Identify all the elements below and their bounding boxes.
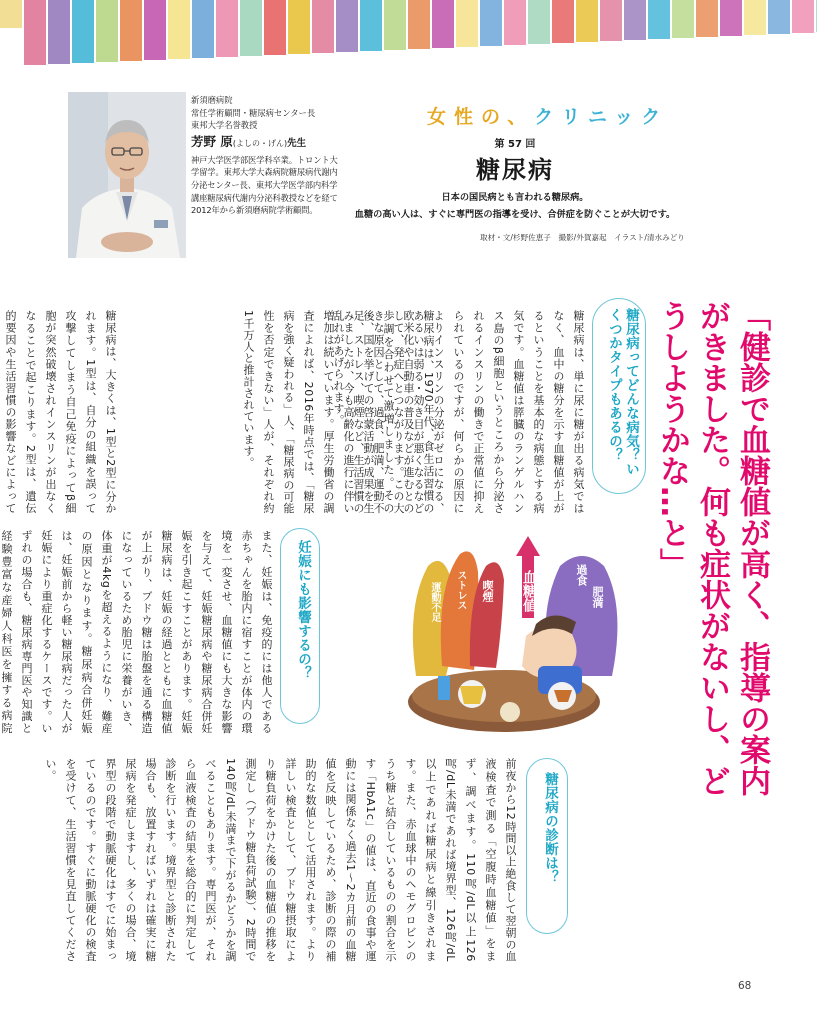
series-title-char: 女	[427, 106, 455, 128]
header-stripe	[768, 0, 790, 34]
catchphrase: 「健診で血糖値が高く、指導の案内がきました。何も症状がないし、どうしようかな…と」	[654, 300, 770, 796]
section1-body-a: 糖尿病は、単に尿に糖が出る病気ではなく、血中の糖分を示す血糖値が上がるということを基本的な病態とする病気です。血糖値は膵臓のランゲルハンス島のβ細胞というところから分泌されるインスリンの働きで正常値に抑えられているのですが、何らかの原因によりインスリンの分泌がゼロになる、あるいは弱る・効き目が悪くなるなどして、発症へとつながります。この大きな原因として、過食、肥満、運動不足、ストレス、喫煙など、生活習慣の乱れがあげられます。	[332, 310, 585, 514]
header-stripe	[24, 0, 46, 65]
section3-heading: 糖尿病の診断は？	[542, 772, 558, 884]
header-stripe	[672, 0, 694, 38]
header-stripe	[696, 0, 718, 37]
header-stripe	[552, 0, 574, 43]
illustration-label-smoking: 喫煙	[481, 580, 494, 602]
illustration-label-stress: ストレス	[455, 570, 466, 610]
header-stripe	[216, 0, 238, 57]
header-stripe	[384, 0, 406, 50]
series-title-char: ッ	[614, 106, 642, 128]
section1-heading: 糖尿病ってどんな病気？いくつかタイプもあるの？	[606, 308, 639, 476]
header-stripe	[432, 0, 454, 48]
header-stripe	[264, 0, 286, 55]
section3-body: 前夜から12時間以上絶食して翌朝の血液検査で測る「空腹時血糖値」をまず、調べます。110㎎/dL以上126㎎/dL未満であれば境界型、126㎎/dL以上であれば糖尿病と線引きされます。また、赤血球中のヘモグロビンのうち糖と結合しているものの割合を示す「HbA1c」の値は、直近の食事や運動には関係なく過去1〜2カ月前の血糖値を反映しているため、診断の際の補助的な数値として活用されます。より詳しい検査として、ブドウ糖摂取により糖負荷をかけた後の血糖値の推移を測定し（ブドウ糖負荷試験）、2時間で140㎎/dL未満まで下がるかどうかを調べることもあります。専門医が、それら血液検査の結果を総合的に判定して診断を行います。境界型と診断された場合も、放置すればいずれは確実に糖尿病を発症しますし、多くの場合、境界型の段階で動脈硬化はすでに始まっているのです。すぐに動脈硬化の検査を受けて、生活習慣を見直してください。	[44, 758, 517, 962]
header-stripe	[528, 0, 550, 44]
series-title-char: ク	[641, 106, 669, 128]
section1-body-c: 糖尿病は、大きくは、1型と2型に分かれます。1型は、自分の組織を誤って攻撃してしまう自己免疫によってβ細胞が突然破壊されインスリンが出なくなることで起こります。2型は、遺伝的要因や生活習慣の影響などによって	[4, 310, 117, 514]
illustration-label-exercise: 運動不足	[429, 582, 440, 622]
doctor-affiliation-2: 常任学術顧問・糖尿病センター長	[191, 107, 316, 118]
header-stripe-band	[0, 0, 817, 66]
section1-body-d	[636, 526, 676, 731]
header-stripe	[168, 0, 190, 59]
header-stripe	[792, 0, 814, 33]
series-title-char: 、	[507, 106, 535, 128]
section1-body-b: 糖尿病は、1970年代、食生活習慣の欧米化や自動車の普及などが進むとの歩調を合わせて激増しました。その後、国を挙げての啓蒙活動が成果を生みましたが、今も高齢化の進行に伴い増加は続いています。厚生労働省の調査によれば、2016年時点では、「糖尿病を強く疑われる」人、「糖尿病の可能性を否定できない」人が、それぞれ約1千万人と推計されています。	[242, 310, 435, 514]
series-title-char: 性	[454, 106, 482, 128]
header-stripe	[0, 0, 22, 28]
doctor-affiliation-3: 東邦大学名誉教授	[191, 120, 258, 131]
header-stripe	[600, 0, 622, 41]
header-stripe	[96, 0, 118, 62]
article-lead-2: 血糖の高い人は、すぐに専門医の指導を受け、合併症を防ぐことが大切です。	[354, 209, 676, 220]
header-stripe	[624, 0, 646, 40]
illustration-causes	[376, 526, 636, 740]
header-stripe	[648, 0, 670, 39]
series-title	[427, 102, 668, 129]
episode-number: 第 57 回	[494, 139, 536, 150]
header-stripe	[360, 0, 382, 51]
header-stripe	[120, 0, 142, 61]
series-title-char: ク	[534, 106, 562, 128]
illustration-arrow-label: 血糖値	[521, 570, 537, 612]
page-number: 68	[738, 980, 752, 992]
header-stripe	[720, 0, 742, 36]
header-stripe	[336, 0, 358, 52]
series-title-char: ニ	[587, 106, 615, 128]
doctor-name-reading: (よしの・げん)	[232, 138, 288, 148]
article-lead-1: 日本の国民病とも言われる糖尿病。	[441, 192, 589, 203]
series-title-char: リ	[561, 106, 588, 128]
doctor-affiliation-1: 新須磨病院	[191, 95, 233, 105]
doctor-honorific: 先生	[287, 137, 307, 149]
header-stripe	[312, 0, 334, 53]
header-stripe	[144, 0, 166, 60]
illustration-label-overeating: 過食	[575, 564, 588, 586]
article-title: 糖尿病	[476, 156, 554, 184]
header-stripe	[192, 0, 214, 58]
header-stripe	[504, 0, 526, 45]
header-stripe	[480, 0, 502, 46]
header-stripe	[744, 0, 766, 35]
header-stripe	[408, 0, 430, 49]
section2-body: また、妊娠は、免疫的には他人である赤ちゃんを胎内に宿すことが体内の環境を一変させ、血糖値にも大きな影響を与えて、妊娠糖尿病や糖尿病合併妊娠を引き起こすことがあります。妊娠糖尿病は、妊娠の経過とともに血糖値が上がり、ブドウ糖は胎盤を通る構造になっているため胎児に栄養がいき、体重が4kgを超えるようになり、難産の原因となります。糖尿病合併妊娠は、妊娠前から軽い糖尿病だった人が妊娠により重症化するケースです。いずれの場合も、糖尿病専門医や知識と経験豊富な産婦人科医を擁する病院	[0, 530, 273, 734]
header-stripe	[48, 0, 70, 64]
section2-heading: 妊娠にも影響するの？	[295, 540, 311, 680]
doctor-name: 芳野 原	[191, 133, 233, 149]
article-credit: 取材・文/杉野佐恵子 撮影/外賀嘉起 イラスト/清水みどり	[480, 233, 685, 242]
header-stripe	[576, 0, 598, 42]
header-stripe	[456, 0, 478, 47]
series-title-char: の	[481, 106, 508, 128]
header-stripe	[72, 0, 94, 63]
illustration-label-obesity: 肥満	[591, 586, 604, 608]
doctor-bio: 神戸大学医学部医学科卒業。トロント大学留学。東邦大学大森病院糖尿病代謝内分泌センター長、東邦大学医学部内科学講座糖尿病代謝内分泌科教授などを経て2012年から新須磨病院学術顧問。	[191, 154, 338, 216]
header-stripe	[240, 0, 262, 56]
header-stripe	[288, 0, 310, 54]
